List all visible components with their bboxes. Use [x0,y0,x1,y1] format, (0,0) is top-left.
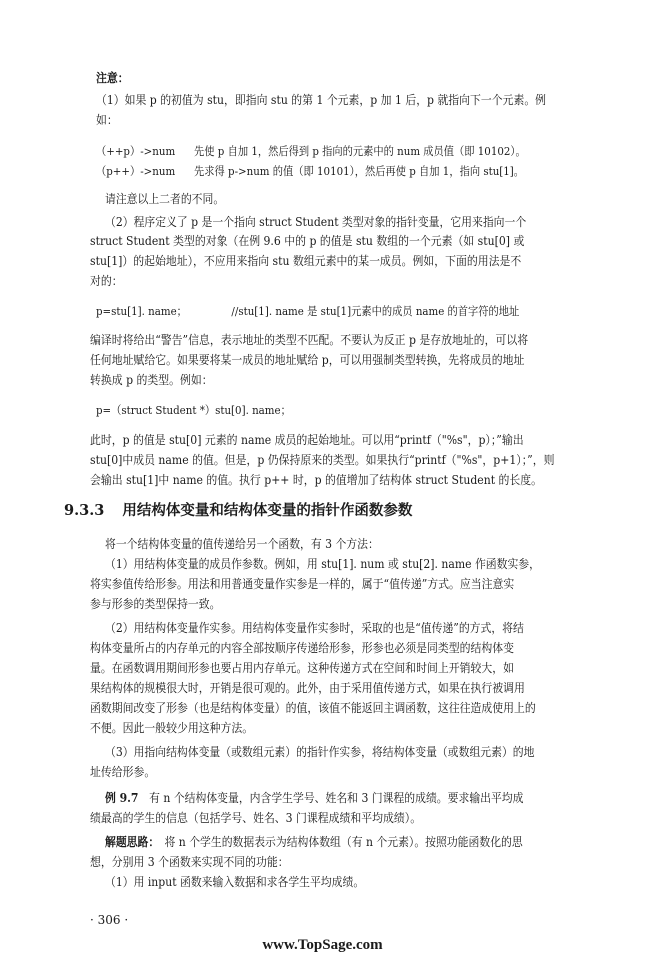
para-line: （2）用结构体变量作实参。用结构体变量作实参时，采取的也是“值传递”的方式，将结 [105,621,524,635]
note-title: 注意： [96,71,129,85]
idea-line [105,834,585,850]
para-line: 想，分别用 3 个函数来实现不同的功能： [90,855,289,869]
section-number: 9.3.3 [64,502,105,519]
code-line [96,143,585,159]
para-line: （1）用 input 函数来输入数据和求各学生平均成绩。 [105,875,365,889]
para-line: struct Student 类型的对象（在例 9.6 中的 p 的值是 stu 数组的一个元素（如 stu[0] 或 [90,234,525,248]
code-line [96,163,585,179]
para-line: 转换成 p 的类型。例如： [90,373,213,387]
para-line: 果结构体的规模很大时，开销是很可观的。此外，由于采用值传递方式，如果在执行被调用 [90,681,525,695]
code-expr: （++p）->num [96,144,176,158]
para-line: 会输出 stu[1]中 name 的值。执行 p++ 时，p 的值增加了结构体 struct Student 的长度。 [90,473,543,487]
code-line: p=（struct Student *）stu[0]. name； [96,403,291,417]
para-line: 编译时将给出“警告”信息，表示地址的类型不匹配。不要认为反正 p 是存放地址的，可以将 [90,333,529,347]
idea-label: 解题思路： [105,835,160,849]
code-comment: //stu[1]. name 是 stu[1]元素中的成员 name 的首字符的地址 [231,304,520,318]
idea-text: 将 n 个学生的数据表示为结构体数组（有 n 个元素）。按照功能函数化的思 [164,835,523,849]
code-desc: 先求得 p->num 的值（即 10101），然后再使 p 自加 1，指向 stu[1]。 [194,164,525,178]
para-line: 构体变量所占的内存单元的内容全部按顺序传递给形参，形参也必须是同类型的结构体变 [90,641,514,655]
para-line: 函数期间改变了形参（也是结构体变量）的值，该值不能返回主调函数，这往往造成使用上的 [90,701,536,715]
para-line: （2）程序定义了 p 是一个指向 struct Student 类型对象的指针变量，它用来指向一个 [105,215,527,229]
page-number: · 306 · [90,913,129,927]
example-text: 有 n 个结构体变量，内含学生学号、姓名和 3 门课程的成绩。要求输出平均成 [149,791,524,805]
code-line [96,303,585,319]
para-line: 将一个结构体变量的值传递给另一个函数，有 3 个方法： [105,537,379,551]
para-line: 量。在函数调用期间形参也要占用内存单元。这种传递方式在空间和时间上开销较大，如 [90,661,514,675]
para-line: 请注意以上二者的不同。 [105,192,225,206]
para-line: 址传给形参。 [90,765,156,779]
para-line: 如： [96,113,118,127]
section-heading [64,501,412,521]
para-line: （1）如果 p 的初值为 stu，即指向 stu 的第 1 个元素，p 加 1 后，p 就指向下一个元素。例 [96,93,547,107]
para-line: 不便。因此一般较少用这种方法。 [90,721,254,735]
example-line [105,790,585,806]
para-line: （1）用结构体变量的成员作参数。例如，用 stu[1]. num 或 stu[2]. name 作函数实参， [105,557,540,571]
para-line: stu[1]）的起始地址），不应用来指向 stu 数组元素中的某一成员。例如，下面的用法是不 [90,254,522,268]
section-title: 用结构体变量和结构体变量的指针作函数参数 [122,502,413,519]
para-line: stu[0]中成员 name 的值。但是，p 仍保持原来的类型。如果执行“printf（"%s"，p+1）；”，则 [90,453,555,467]
para-line: 参与形参的类型保持一致。 [90,597,221,611]
para-line: （3）用指向结构体变量（或数组元素）的指针作实参，将结构体变量（或数组元素）的地 [105,745,535,759]
example-label: 例 9.7 [105,791,139,805]
code-desc: 先使 p 自加 1，然后得到 p 指向的元素中的 num 成员值（即 10102）。 [194,144,526,158]
code-expr: （p++）->num [96,164,176,178]
para-line: 对的： [90,274,123,288]
para-line: 将实参值传给形参。用法和用普通变量作实参是一样的，属于“值传递”方式。应当注意实 [90,577,515,591]
para-line: 此时，p 的值是 stu[0] 元素的 name 成员的起始地址。可以用“printf（"%s"，p）；”输出 [90,433,524,447]
code-statement: p=stu[1]. name； [96,304,187,318]
para-line: 绩最高的学生的信息（包括学号、姓名、3 门课程成绩和平均成绩）。 [90,811,422,825]
footer-watermark-url: www.TopSage.com [262,937,383,953]
para-line: 任何地址赋给它。如果要将某一成员的地址赋给 p，可以用强制类型转换，先将成员的地址 [90,353,525,367]
